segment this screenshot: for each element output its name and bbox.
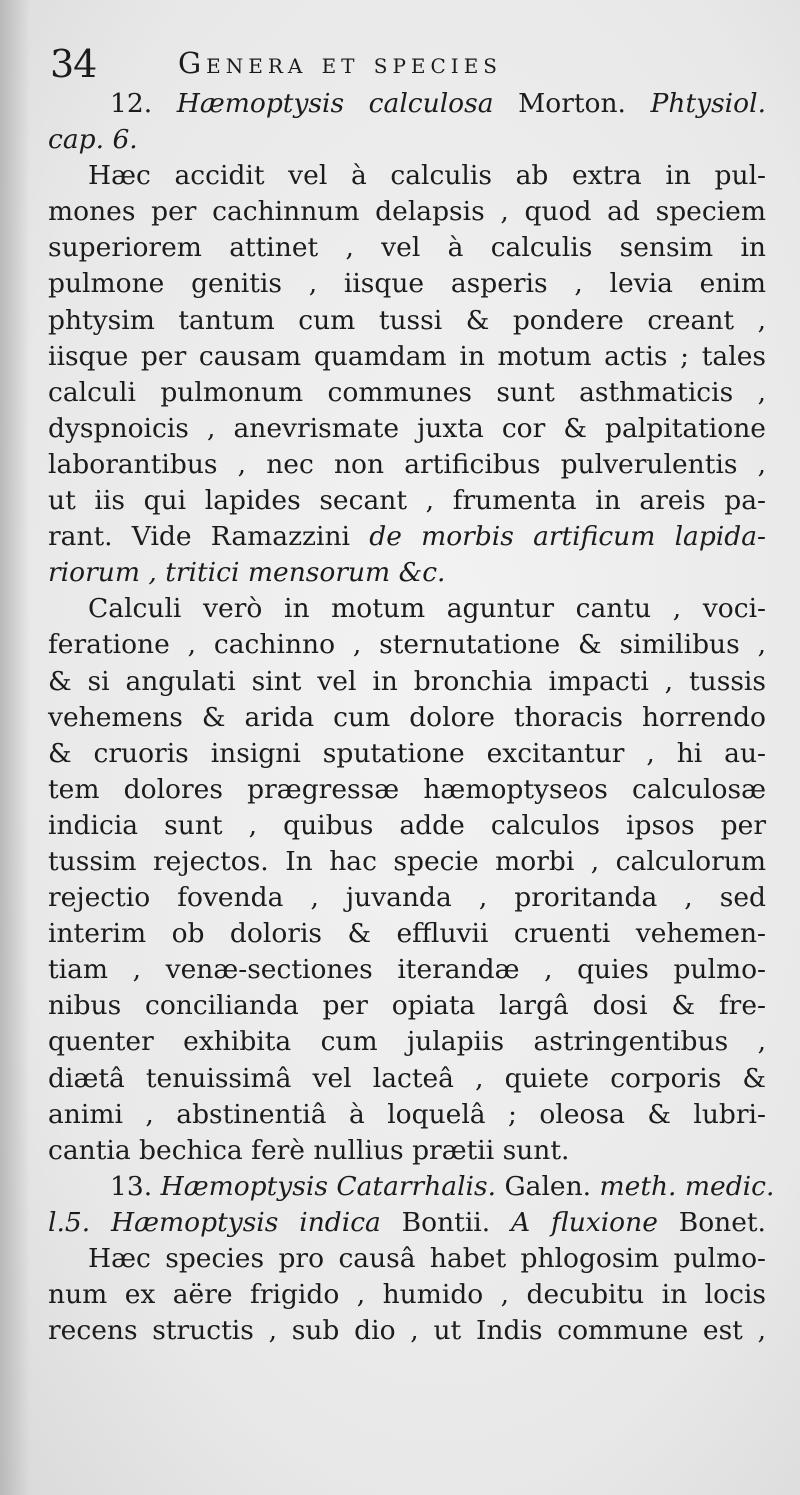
roman-text: Galen. <box>496 1170 600 1202</box>
italic-text: Hæmoptysis calculosa <box>176 88 494 119</box>
roman-text: interim ob doloris & effluvii cruenti vehemen- <box>48 918 766 950</box>
roman-text: mones per cachinnum delapsis , quod ad speciem <box>48 196 766 228</box>
roman-text: Bonet. <box>657 1206 766 1238</box>
text-line <box>48 555 766 591</box>
italic-text: Hæmoptysis Catarrhalis. <box>160 1170 497 1202</box>
italic-text: riorum , tritici mensorum &c. <box>48 557 446 589</box>
text-line <box>48 844 766 880</box>
text-line <box>48 86 766 122</box>
text-line <box>48 952 766 988</box>
roman-text: tem dolores prægressæ hæmoptyseos calculosæ <box>48 773 766 805</box>
text-line <box>48 988 766 1024</box>
body-text <box>48 86 775 1349</box>
roman-text: Hæc accidit vel à calculis ab extra in pul- <box>88 160 766 192</box>
italic-text: l.5. Hæmoptysis indica <box>48 1206 381 1238</box>
text-line <box>48 664 766 700</box>
text-line <box>48 1277 766 1313</box>
text-line <box>48 158 766 194</box>
roman-text: rant. Vide Ramazzini <box>48 521 370 553</box>
text-line <box>48 411 766 447</box>
roman-text: superiorem attinet , vel à calculis sensim in <box>48 232 766 264</box>
roman-text: indicia sunt , quibus adde calculos ipsos per <box>48 809 766 841</box>
roman-text: nibus concilianda per opiata largâ dosi & fre- <box>48 990 766 1022</box>
roman-text: num ex aëre frigido , humido , decubitu in locis <box>48 1279 766 1311</box>
roman-text: Morton. <box>493 88 651 119</box>
roman-text: calculi pulmonum communes sunt asthmaticis , <box>48 376 766 408</box>
text-line <box>48 1313 766 1349</box>
text-line <box>48 880 766 916</box>
text-line <box>48 772 766 808</box>
text-line <box>48 1061 766 1097</box>
roman-text: ut iis qui lapides secant , frumenta in areis pa- <box>48 485 766 517</box>
roman-text: laborantibus , nec non artificibus pulverulentis , <box>48 448 766 480</box>
text-line <box>48 339 766 375</box>
text-line <box>48 303 766 339</box>
italic-text: Phtysiol. <box>650 88 766 119</box>
roman-text: tussim rejectos. In hac specie morbi , calculorum <box>48 845 766 877</box>
roman-text: diætâ tenuissimâ vel lacteâ , quiete corporis & <box>48 1062 766 1094</box>
page-number: 34 <box>50 42 97 86</box>
roman-text: iisque per causam quamdam in motum actis ; tales <box>48 340 766 372</box>
roman-text: recens structis , sub dio , ut Indis commune est , <box>48 1315 766 1347</box>
italic-text: cap. 6. <box>48 124 138 156</box>
roman-text: 13. <box>110 1170 161 1202</box>
roman-text: & cruoris insigni sputatione excitantur , hi au- <box>48 737 766 769</box>
binding-shadow <box>0 0 30 1495</box>
text-line <box>48 808 766 844</box>
page-header <box>50 42 770 88</box>
text-line <box>48 916 766 952</box>
roman-text: Calculi verò in motum aguntur cantu , voci- <box>88 593 766 625</box>
roman-text: pulmone genitis , iisque asperis , levia enim <box>48 268 766 300</box>
text-line <box>48 375 766 411</box>
roman-text: animi , abstinentiâ à loquelâ ; oleosa & lubri- <box>48 1098 766 1130</box>
text-line <box>48 1241 766 1277</box>
roman-text: feratione , cachinno , sternutatione & similibus , <box>48 629 766 661</box>
running-head: Genera et species <box>178 46 503 80</box>
roman-text: phtysim tantum cum tussi & pondere creant , <box>48 304 766 336</box>
roman-text: rejectio fovenda , juvanda , proritanda , sed <box>48 882 766 914</box>
text-line <box>48 1024 766 1060</box>
roman-text: 12. <box>110 88 177 119</box>
roman-text: tiam , venæ-sectiones iterandæ , quies pulmo- <box>48 954 766 986</box>
text-line <box>48 447 766 483</box>
text-line <box>48 700 766 736</box>
italic-text: meth. medic. <box>599 1170 775 1202</box>
text-line <box>48 1133 766 1169</box>
text-line <box>48 230 766 266</box>
italic-text: A fluxione <box>511 1206 658 1238</box>
text-line <box>48 122 766 158</box>
text-line <box>48 591 766 627</box>
italic-text: de morbis artificum lapida- <box>369 521 766 553</box>
text-line <box>48 1169 775 1205</box>
roman-text: Bontii. <box>380 1206 512 1238</box>
text-line <box>48 519 766 555</box>
roman-text: cantia bechica ferè nullius prætii sunt. <box>48 1134 570 1166</box>
roman-text: Hæc species pro causâ habet phlogosim pulmo- <box>88 1243 766 1274</box>
text-line <box>48 266 766 302</box>
text-line <box>48 1205 766 1241</box>
text-line <box>48 736 766 772</box>
text-line <box>48 483 766 519</box>
roman-text: quenter exhibita cum julapiis astringentibus , <box>48 1026 766 1058</box>
roman-text: & si angulati sint vel in bronchia impacti , tussis <box>48 665 766 697</box>
roman-text: vehemens & arida cum dolore thoracis horrendo <box>48 701 766 733</box>
text-line <box>48 1097 766 1133</box>
roman-text: dyspnoicis , anevrismate juxta cor & palpitatione <box>48 412 766 444</box>
text-line <box>48 627 766 663</box>
text-line <box>48 194 766 230</box>
